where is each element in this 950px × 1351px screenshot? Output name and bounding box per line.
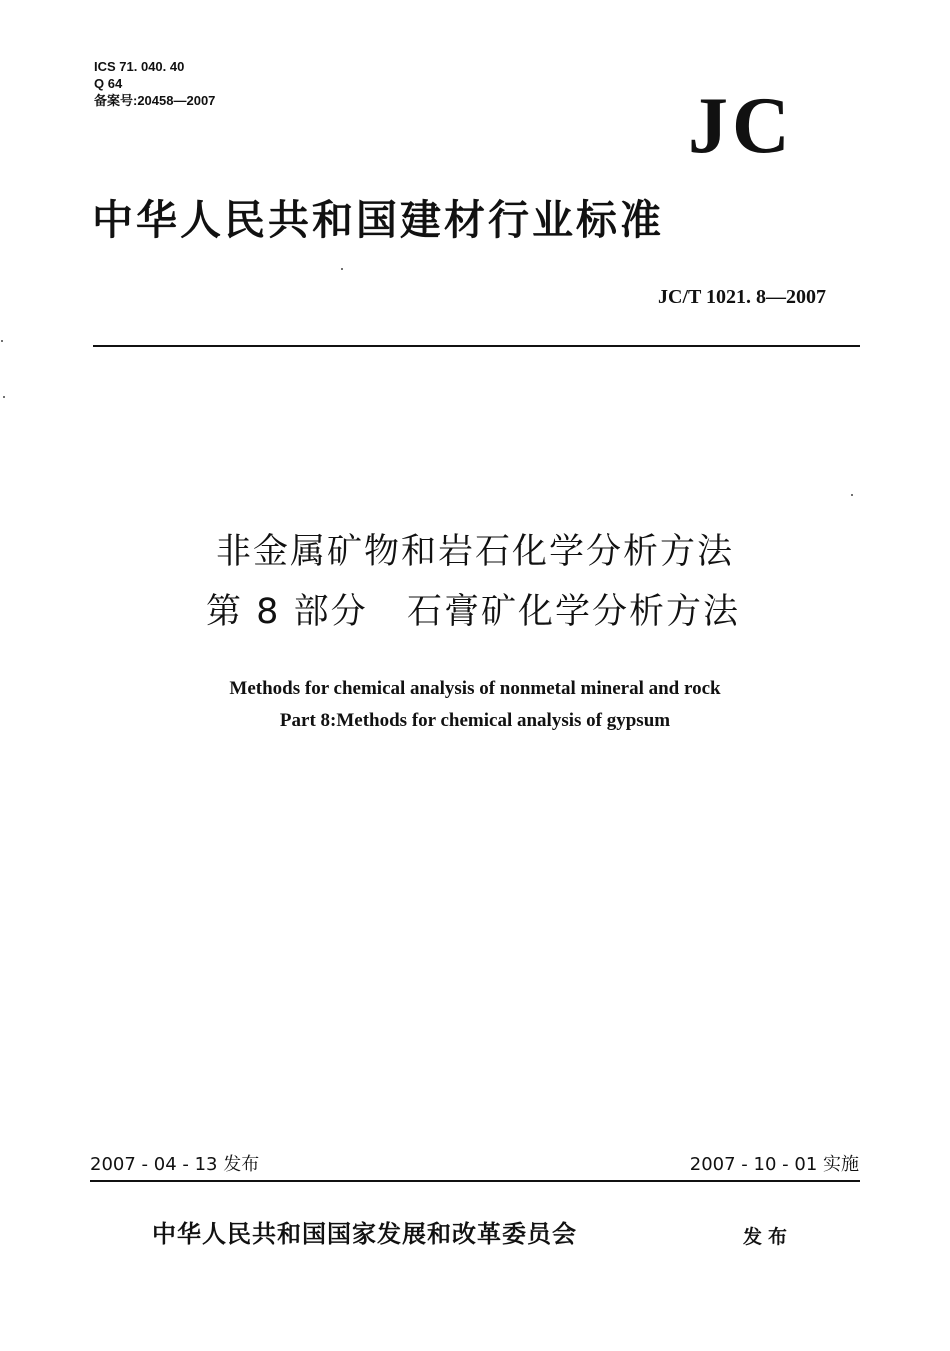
ccs-code: Q 64 [94,76,123,91]
issue-date: 2007 - 04 - 13 发布 [90,1154,260,1175]
filing-number: 备案号:20458—2007 [94,93,216,108]
implementation-date: 2007 - 10 - 01 实施 [689,1154,859,1175]
scan-speck [341,268,343,270]
ics-code: ICS 71. 040. 40 [94,59,185,74]
issuing-authority: 中华人民共和国国家发展和改革委员会 [152,1219,577,1248]
standard-number: JC/T 1021. 8—2007 [658,286,826,308]
title-cn-line-2: 第 8 部分 石膏矿化学分析方法 [206,592,740,632]
title-en-line-2: Part 8:Methods for chemical analysis of gypsum [279,710,671,731]
scan-speck [1,340,3,342]
title-en-line-1: Methods for chemical analysis of nonmetal mineral and rock [229,678,721,699]
scan-speck [3,396,5,398]
classification-block [94,58,215,109]
title-cn-line-1: 非金属矿物和岩石化学分析方法 [215,532,734,572]
bottom-divider [90,1180,860,1182]
industry-standard-title: 中华人民共和国建材行业标准 [92,196,664,244]
scan-speck [851,494,853,496]
issuing-action: 发布 [743,1226,794,1248]
jc-logo: JC [688,82,794,170]
top-divider [93,345,860,347]
